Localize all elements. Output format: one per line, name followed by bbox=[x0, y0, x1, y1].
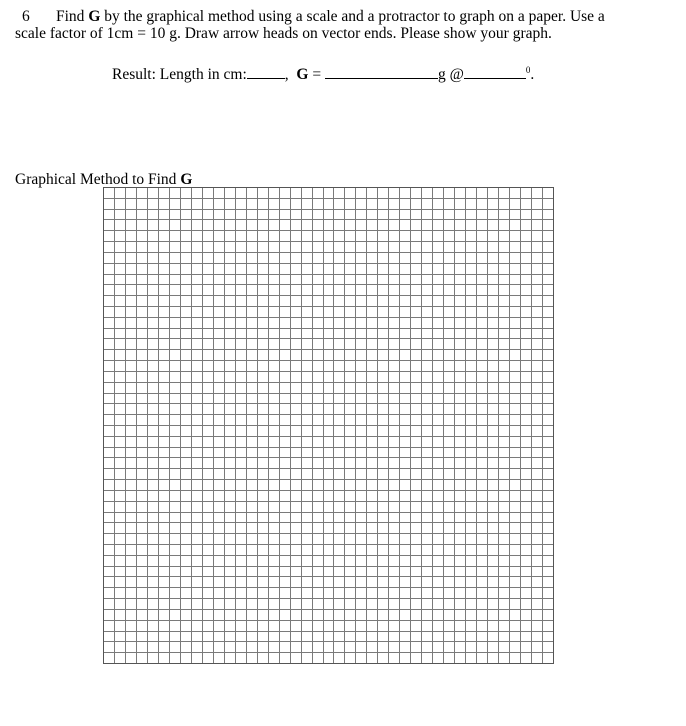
result-period: . bbox=[530, 66, 535, 83]
length-blank[interactable] bbox=[247, 64, 285, 79]
result-comma: , bbox=[284, 66, 293, 83]
problem-line-2: scale factor of 1cm = 10 g. Draw arrow heads on vector ends. Please show your graph. bbox=[15, 25, 552, 42]
vector-g-bold: G bbox=[88, 8, 101, 25]
g-label: G bbox=[296, 66, 309, 83]
graph-paper-grid[interactable] bbox=[103, 187, 554, 664]
problem-number: 6 bbox=[22, 8, 30, 25]
graph-title-text: Graphical Method to Find bbox=[15, 171, 181, 188]
unit-at: g @ bbox=[437, 66, 464, 83]
problem-text-a: Find bbox=[56, 8, 89, 25]
equals-sign: = bbox=[308, 66, 325, 83]
result-line bbox=[112, 61, 534, 84]
angle-blank[interactable] bbox=[464, 64, 526, 79]
problem-line-1 bbox=[22, 8, 605, 26]
result-label: Result: Length in cm: bbox=[112, 66, 247, 83]
magnitude-blank[interactable] bbox=[325, 64, 438, 79]
grid-lines bbox=[103, 187, 554, 664]
problem-text-b: by the graphical method using a scale and a protractor to graph on a paper. Use a bbox=[100, 8, 605, 25]
degree-symbol: 0 bbox=[525, 65, 531, 75]
graph-title-g: G bbox=[180, 171, 193, 188]
